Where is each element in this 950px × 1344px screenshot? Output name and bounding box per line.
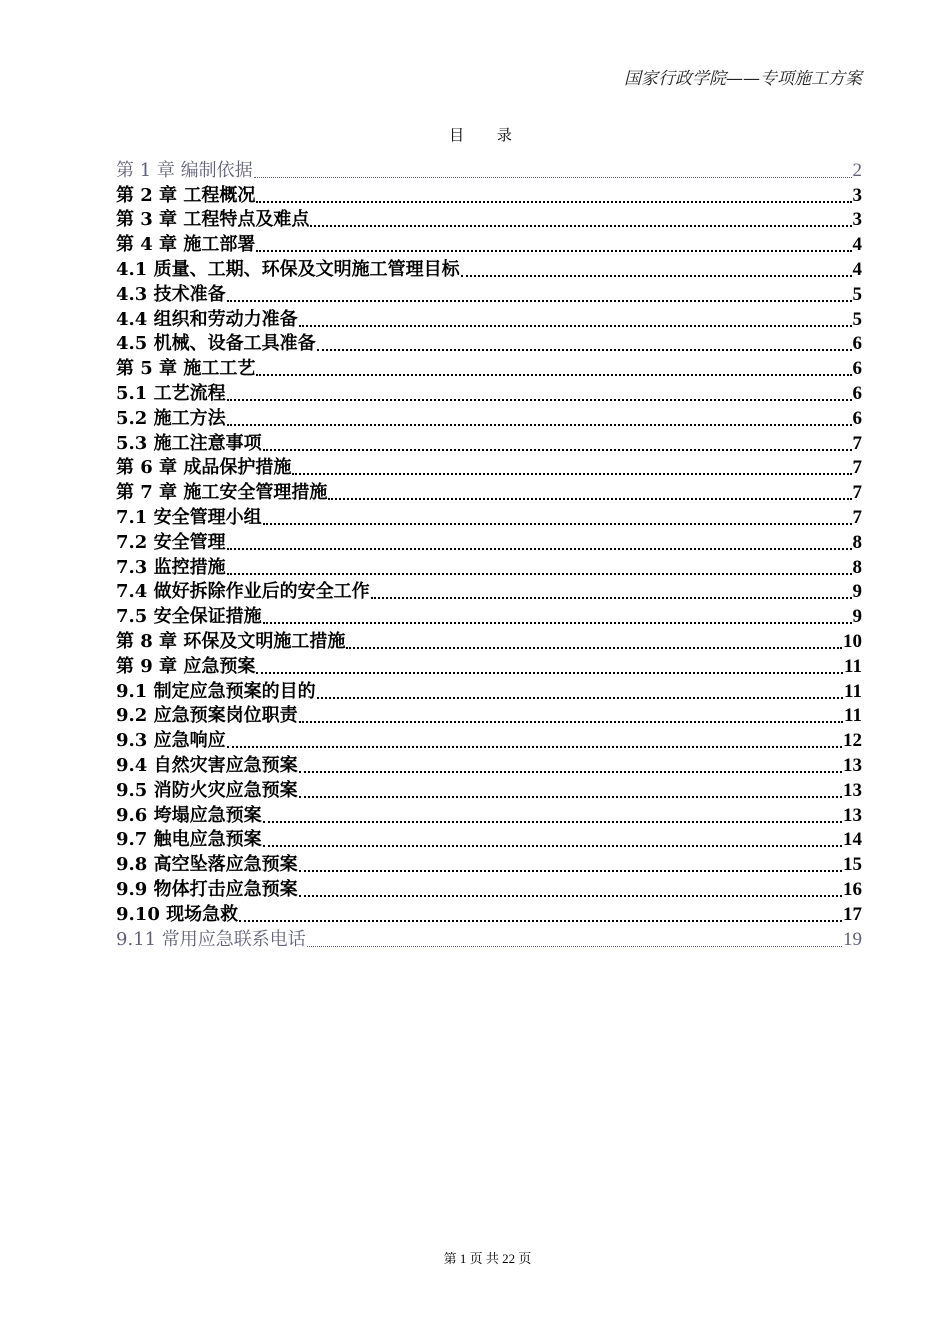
toc-entry-page: 11 (844, 705, 862, 727)
toc-entry-label: 第 7 章 施工安全管理措施 (116, 482, 328, 504)
toc-entry-page: 8 (852, 531, 862, 553)
toc-entry-label: 9.7 触电应急预案 (116, 829, 262, 851)
toc-entry[interactable] (116, 654, 862, 679)
toc-entry[interactable] (116, 381, 862, 406)
toc-entry-page: 17 (843, 903, 862, 925)
toc-entry-label: 第 9 章 应急预案 (116, 655, 256, 677)
toc-leader-dots (254, 176, 852, 178)
page-footer: 第 1 页 共 22 页 (443, 1251, 532, 1266)
toc-entry[interactable] (116, 629, 862, 654)
toc-entry[interactable] (116, 332, 862, 357)
toc-leader-dots (256, 671, 843, 674)
toc-entry[interactable] (116, 704, 862, 729)
toc-entry-label: 9.8 高空坠落应急预案 (116, 854, 298, 876)
toc-entry-page: 14 (843, 829, 862, 851)
toc-entry[interactable] (116, 753, 862, 778)
toc-entry[interactable] (116, 456, 862, 481)
toc-entry-page: 9 (852, 581, 862, 603)
toc-entry[interactable] (116, 505, 862, 530)
toc-entry-page: 6 (852, 382, 862, 404)
toc-entry-page: 4 (852, 258, 862, 280)
toc-entry-label: 第 8 章 环保及文明施工措施 (116, 630, 346, 652)
toc-entry-page: 6 (852, 333, 862, 355)
toc-entry-label: 7.5 安全保证措施 (116, 606, 262, 628)
toc-entry[interactable] (116, 282, 862, 307)
toc-entry-page: 2 (852, 159, 862, 181)
toc-entry-label: 9.2 应急预案岗位职责 (116, 705, 298, 727)
toc-entry-page: 3 (852, 184, 862, 206)
toc-leader-dots (227, 299, 852, 302)
toc-entry[interactable] (116, 406, 862, 431)
toc-leader-dots (256, 200, 851, 203)
toc-entry-page: 5 (852, 283, 862, 305)
toc-entry-page: 4 (852, 234, 862, 256)
toc-leader-dots (371, 596, 852, 599)
toc-entry[interactable] (116, 530, 862, 555)
toc-leader-dots (263, 522, 852, 525)
toc-entry-page: 7 (852, 482, 862, 504)
toc-entry-label: 第 2 章 工程概况 (116, 184, 256, 206)
toc-leader-dots (227, 745, 842, 748)
toc-entry-label: 9.10 现场急救 (116, 903, 239, 925)
toc-leader-dots (256, 249, 851, 252)
toc-entry-label: 9.1 制定应急预案的目的 (116, 680, 316, 702)
toc-leader-dots (227, 423, 852, 426)
toc-leader-dots (317, 348, 852, 351)
toc-entry-label: 4.1 质量、工期、环保及文明施工管理目标 (116, 258, 460, 280)
toc-leader-dots (227, 572, 852, 575)
toc-leader-dots (263, 844, 842, 847)
toc-leader-dots (227, 398, 852, 401)
toc-title: 目 录 (449, 126, 526, 144)
toc-leader-dots (256, 373, 851, 376)
toc-leader-dots (346, 646, 842, 649)
toc-entry-page: 7 (852, 457, 862, 479)
table-of-contents (116, 158, 862, 952)
toc-entry[interactable] (116, 356, 862, 381)
toc-entry-label: 9.11 常用应急联系电话 (116, 928, 306, 950)
toc-entry-page: 6 (852, 358, 862, 380)
toc-entry-page: 12 (843, 730, 862, 752)
toc-leader-dots (317, 696, 843, 699)
toc-leader-dots (263, 621, 852, 624)
toc-entry[interactable] (116, 183, 862, 208)
toc-entry-label: 第 4 章 施工部署 (116, 234, 256, 256)
toc-entry-page: 3 (852, 209, 862, 231)
toc-leader-dots (263, 448, 852, 451)
toc-entry-label: 第 1 章 编制依据 (116, 159, 253, 181)
toc-entry-label: 第 3 章 工程特点及难点 (116, 209, 310, 231)
toc-entry[interactable] (116, 927, 862, 952)
toc-entry[interactable] (116, 828, 862, 853)
toc-entry[interactable] (116, 480, 862, 505)
toc-entry[interactable] (116, 232, 862, 257)
toc-entry-page: 15 (843, 854, 862, 876)
toc-leader-dots (227, 547, 852, 550)
toc-entry-page: 16 (843, 878, 862, 900)
toc-leader-dots (299, 795, 842, 798)
toc-leader-dots (310, 224, 851, 227)
toc-entry-label: 4.4 组织和劳动力准备 (116, 308, 298, 330)
toc-leader-dots (299, 324, 852, 327)
toc-entry-page: 11 (844, 680, 862, 702)
toc-entry[interactable] (116, 158, 862, 183)
toc-leader-dots (328, 497, 851, 500)
toc-entry-label: 9.6 垮塌应急预案 (116, 804, 262, 826)
toc-entry-label: 第 6 章 成品保护措施 (116, 457, 292, 479)
toc-leader-dots (299, 770, 842, 773)
toc-entry[interactable] (116, 902, 862, 927)
running-header: 国家行政学院——专项施工方案 (624, 69, 862, 89)
toc-entry-label: 9.4 自然灾害应急预案 (116, 754, 298, 776)
toc-entry-label: 7.1 安全管理小组 (116, 506, 262, 528)
toc-entry[interactable] (116, 431, 862, 456)
toc-entry-label: 5.2 施工方法 (116, 407, 226, 429)
toc-entry-label: 5.3 施工注意事项 (116, 432, 262, 454)
toc-entry-page: 10 (843, 630, 862, 652)
toc-entry[interactable] (116, 852, 862, 877)
toc-leader-dots (263, 820, 842, 823)
toc-entry-page: 7 (852, 506, 862, 528)
toc-entry[interactable] (116, 307, 862, 332)
toc-entry-page: 9 (852, 606, 862, 628)
toc-entry-label: 第 5 章 施工工艺 (116, 358, 256, 380)
toc-entry[interactable] (116, 728, 862, 753)
toc-entry-page: 19 (843, 928, 862, 950)
toc-entry-page: 11 (844, 655, 862, 677)
toc-entry[interactable] (116, 604, 862, 629)
toc-leader-dots (299, 894, 842, 897)
toc-entry-page: 13 (843, 804, 862, 826)
toc-entry[interactable] (116, 208, 862, 233)
toc-entry[interactable] (116, 778, 862, 803)
toc-entry-page: 8 (852, 556, 862, 578)
toc-leader-dots (292, 472, 851, 475)
toc-entry-label: 7.4 做好拆除作业后的安全工作 (116, 581, 370, 603)
toc-leader-dots (461, 274, 852, 277)
toc-entry-page: 7 (852, 432, 862, 454)
toc-entry[interactable] (116, 877, 862, 902)
toc-leader-dots (239, 919, 842, 922)
toc-entry-label: 7.2 安全管理 (116, 531, 226, 553)
toc-entry[interactable] (116, 803, 862, 828)
toc-entry[interactable] (116, 555, 862, 580)
toc-entry[interactable] (116, 679, 862, 704)
toc-entry-label: 4.5 机械、设备工具准备 (116, 333, 316, 355)
toc-entry[interactable] (116, 257, 862, 282)
toc-entry-label: 5.1 工艺流程 (116, 382, 226, 404)
toc-entry-label: 9.3 应急响应 (116, 730, 226, 752)
toc-entry-page: 13 (843, 754, 862, 776)
toc-leader-dots (299, 869, 842, 872)
toc-entry-label: 9.5 消防火灾应急预案 (116, 779, 298, 801)
toc-entry[interactable] (116, 580, 862, 605)
toc-entry-page: 6 (852, 407, 862, 429)
toc-entry-label: 4.3 技术准备 (116, 283, 226, 305)
toc-entry-label: 9.9 物体打击应急预案 (116, 878, 298, 900)
toc-leader-dots (299, 720, 843, 723)
toc-entry-page: 5 (852, 308, 862, 330)
toc-leader-dots (307, 945, 842, 947)
toc-entry-page: 13 (843, 779, 862, 801)
toc-entry-label: 7.3 监控措施 (116, 556, 226, 578)
